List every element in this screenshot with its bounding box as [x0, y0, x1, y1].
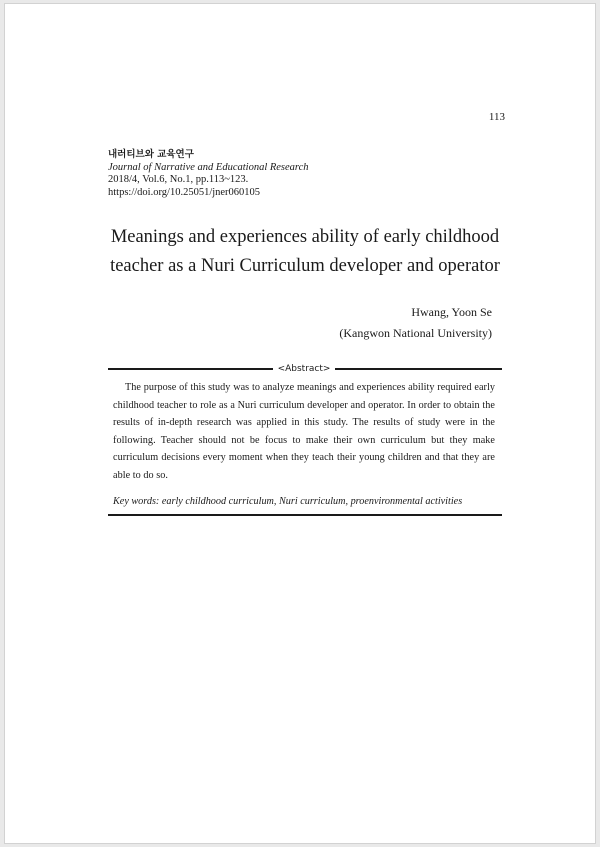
journal-info [108, 149, 309, 199]
journal-issue: 2018/4, Vol.6, No.1, pp.113~123. [108, 174, 249, 185]
author-affiliation: (Kangwon National University) [339, 326, 492, 340]
page-number: 113 [488, 111, 505, 123]
abstract-label: <Abstract> [277, 364, 331, 374]
abstract-bottom-rule [108, 514, 502, 516]
abstract-rule-left [108, 368, 273, 370]
abstract-rule-right [335, 368, 502, 370]
paper-title-line: teacher as a Nuri Curriculum developer and operator [110, 256, 500, 276]
author-block [339, 302, 492, 344]
abstract-text: The purpose of this study was to analyze meanings and experiences ability required early childhood teacher to role as a Nuri curriculum developer and operator. In order to obtain the results of in-depth research was applied in this study. The results of study were in the following. Teacher should not be focus to make their own curriculum but they make curriculum decisions every moment when they teach their young children and that they are able to do so. [113, 382, 495, 481]
abstract-heading [108, 362, 502, 376]
paper-page [4, 3, 596, 844]
paper-title [65, 223, 545, 281]
author-name: Hwang, Yoon Se [411, 305, 492, 319]
keywords: Key words: early childhood curriculum, Nuri curriculum, proenvironmental activities [113, 496, 463, 507]
journal-korean-name: 내러티브와 교육연구 [108, 149, 194, 160]
paper-title-line: Meanings and experiences ability of early childhood [110, 227, 500, 247]
journal-doi: https://doi.org/10.25051/jner060105 [108, 186, 261, 198]
journal-english-name: Journal of Narrative and Educational Research [108, 161, 309, 173]
